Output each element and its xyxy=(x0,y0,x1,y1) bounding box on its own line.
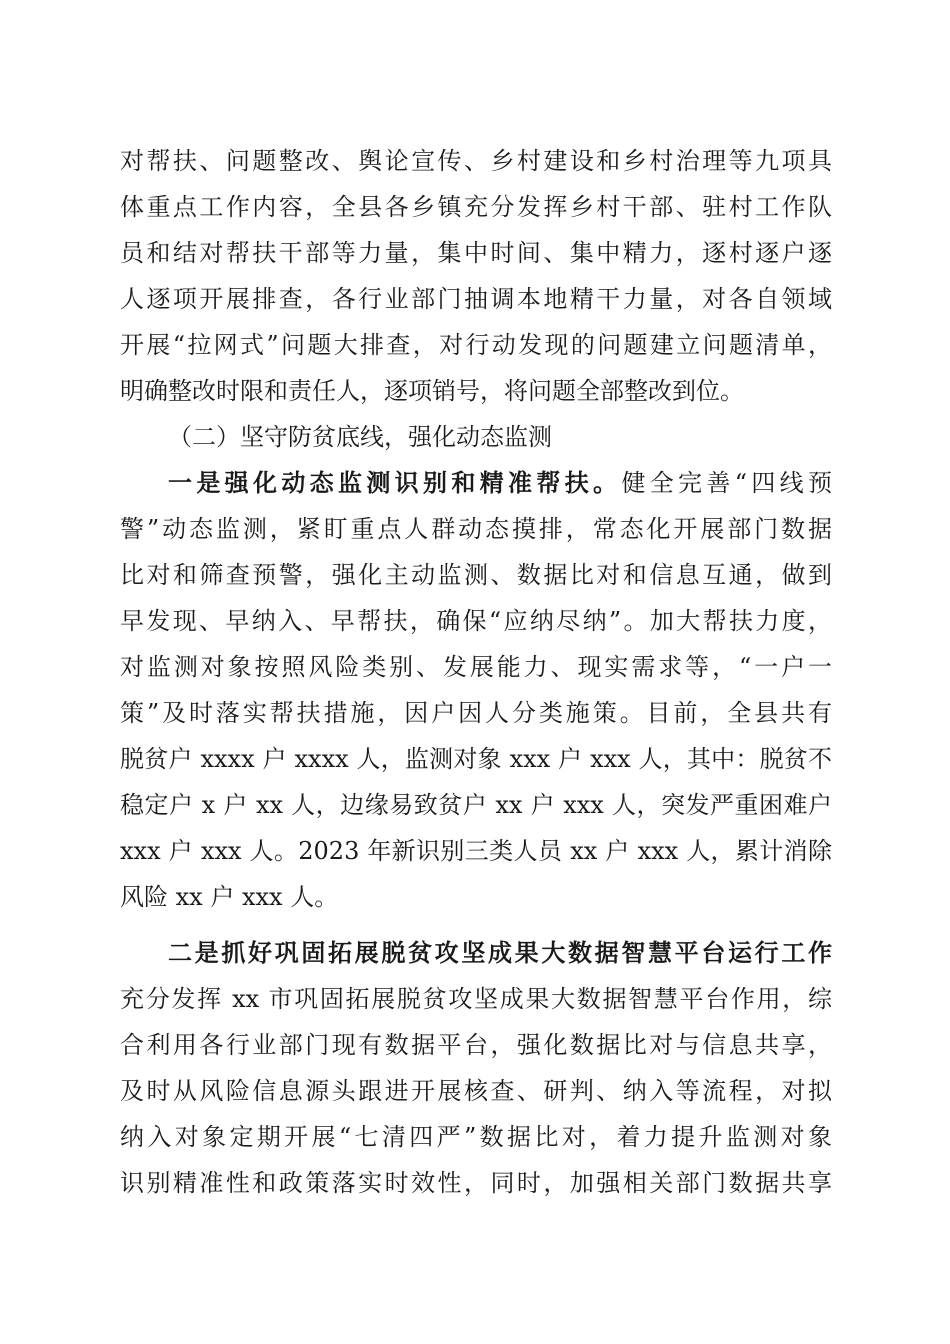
paragraph-2-lead-rest: 健全完善“四线预 xyxy=(621,469,832,497)
paragraph-2-line-3: 比对和筛查预警，强化主动监测、数据比对和信息互通，做到 xyxy=(120,561,832,589)
paragraph-2-line-8: 稳定户 x 户 xx 人，边缘易致贫户 xx 户 xxx 人，突发严重困难户 xyxy=(120,791,832,819)
paragraph-1-line-2: 体重点工作内容，全县各乡镇充分发挥乡村干部、驻村工作队 xyxy=(120,193,832,221)
paragraph-3-line-2: 充分发挥 xx 市巩固拓展脱贫攻坚成果大数据智慧平台作用，综 xyxy=(120,985,832,1013)
paragraph-2-line-6: 策”及时落实帮扶措施，因户因人分类施策。目前，全县共有 xyxy=(120,699,832,727)
paragraph-1-line-6: 明确整改时限和责任人，逐项销号，将问题全部整改到位。 xyxy=(120,377,744,405)
paragraph-3-lead: 二是抓好巩固拓展脱贫攻坚成果大数据智慧平台运行工作 xyxy=(168,938,832,967)
paragraph-2-lead: 一是强化动态监测识别和精准帮扶。 xyxy=(168,468,622,497)
paragraph-2-line-9: xxx 户 xxx 人。2023 年新识别三类人员 xx 户 xxx 人，累计消除 xyxy=(120,837,832,865)
paragraph-3-line-4: 及时从风险信息源头跟进开展核查、研判、纳入等流程，对拟 xyxy=(120,1077,832,1105)
paragraph-1-line-4: 人逐项开展排查，各行业部门抽调本地精干力量，对各自领域 xyxy=(120,285,832,313)
paragraph-3-line-3: 合利用各行业部门现有数据平台，强化数据比对与信息共享， xyxy=(120,1031,832,1059)
section-heading: （二）坚守防贫底线，强化动态监测 xyxy=(168,423,552,451)
paragraph-2-line-4: 早发现、早纳入、早帮扶，确保“应纳尽纳”。加大帮扶力度， xyxy=(120,607,832,635)
paragraph-1-line-3: 员和结对帮扶干部等力量，集中时间、集中精力，逐村逐户逐 xyxy=(120,239,832,267)
paragraph-3-line-6: 识别精准性和政策落实时效性，同时，加强相关部门数据共享 xyxy=(120,1169,832,1197)
paragraph-3-line-5: 纳入对象定期开展“七清四严”数据比对，着力提升监测对象 xyxy=(120,1123,832,1151)
paragraph-2-line-5: 对监测对象按照风险类别、发展能力、现实需求等，“一户一 xyxy=(120,653,832,681)
paragraph-1-line-5: 开展“拉网式”问题大排查，对行动发现的问题建立问题清单， xyxy=(120,331,832,359)
paragraph-2-line-10: 风险 xx 户 xxx 人。 xyxy=(120,883,339,911)
paragraph-2-line-7: 脱贫户 xxxx 户 xxxx 人，监测对象 xxx 户 xxx 人，其中：脱贫不 xyxy=(120,745,832,773)
paragraph-3-line-1 xyxy=(168,930,832,976)
paragraph-1-line-1: 对帮扶、问题整改、舆论宣传、乡村建设和乡村治理等九项具 xyxy=(120,147,832,175)
paragraph-2-line-1 xyxy=(168,460,832,506)
paragraph-2-line-2: 警”动态监测，紧盯重点人群动态摸排，常态化开展部门数据 xyxy=(120,515,832,543)
